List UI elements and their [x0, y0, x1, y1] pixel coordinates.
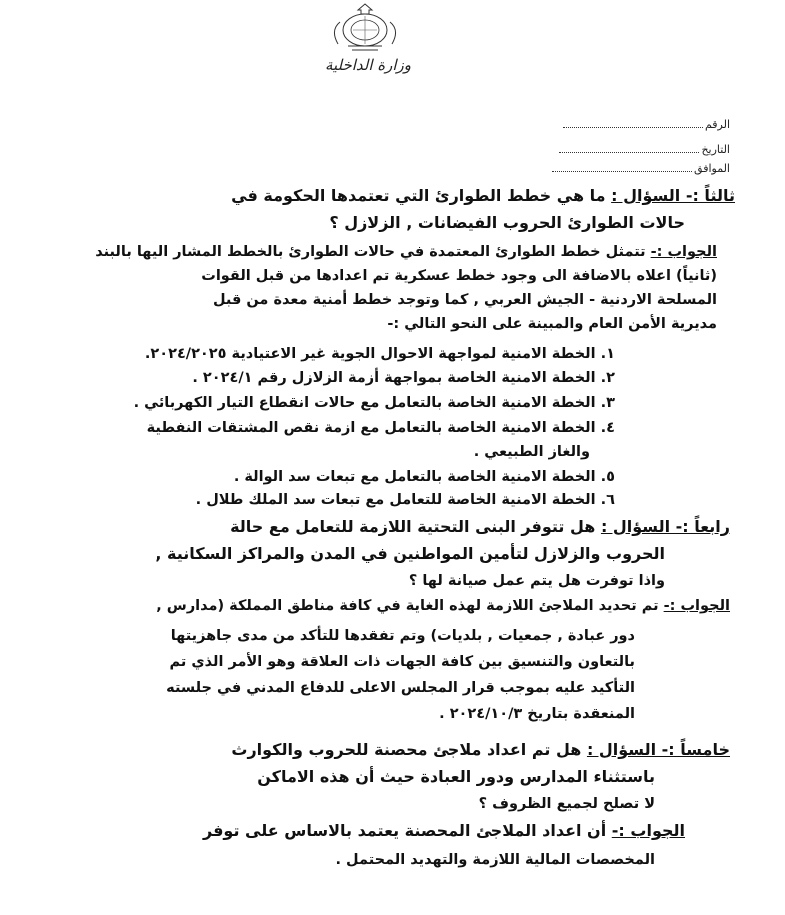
q5-line-3: لا تصلح لجميع الظروف ؟	[478, 796, 655, 812]
q3-answer-line-3: المسلحة الاردنية - الجيش العربي , كما وتوجد خطط أمنية معدة من قبل	[212, 292, 717, 308]
date-field	[530, 143, 730, 156]
list-item: ٦. الخطة الامنية الخاصة للتعامل مع تبعات سد الملك طلال .	[195, 492, 615, 508]
corresponding-date-field	[530, 162, 730, 175]
list-item: ١. الخطة الامنية لمواجهة الاحوال الجوية غير الاعتيادية ٢٠٢٤/٢٠٢٥.	[144, 346, 615, 362]
q4-line-3: واذا توفرت هل يتم عمل صيانة لها ؟	[408, 573, 665, 589]
list-item: ٢. الخطة الامنية الخاصة بمواجهة أزمة الزلازل رقم ٢٠٢٤/١ .	[192, 370, 615, 386]
q3-line-1: ما هي خطط الطوارئ التي تعتمدها الحكومة في	[231, 186, 606, 205]
q3-question	[231, 186, 735, 206]
q3-label: ثالثاً :- السؤال :	[611, 186, 735, 205]
reference-field	[530, 118, 730, 131]
q5-answer-label: الجواب :-	[611, 821, 685, 840]
q3-answer-label: الجواب :-	[650, 244, 717, 260]
q4-answer-line-4: التأكيد عليه بموجب قرار المجلس الاعلى للدفاع المدني في جلسته	[166, 680, 635, 696]
list-item: ٤. الخطة الامنية الخاصة بالتعامل مع ازمة نقص المشتقات النفطية	[146, 420, 615, 436]
q5-line-2: باستثناء المدارس ودور العبادة حيث أن هذه الاماكن	[257, 767, 655, 786]
q4-label: رابعاً :- السؤال :	[600, 517, 730, 536]
q5-line-1: هل تم اعداد ملاجئ محصنة للحروب والكوارث	[231, 740, 582, 759]
q3-answer-line-2: (ثانياً) اعلاه بالاضافة الى وجود خطط عسكرية تم اعدادها من قبل القوات	[201, 268, 717, 284]
q3-answer-line-1: الجواب :- تتمثل خطط الطوارئ المعتمدة في حالات الطوارئ بالخطط المشار اليها بالبند	[95, 244, 717, 260]
q4-answer-line-5: المنعقدة بتاريخ ٢٠٢٤/١٠/٣ .	[439, 706, 635, 722]
date-label: التاريخ	[701, 143, 730, 156]
ministry-name: وزارة الداخلية	[324, 56, 412, 74]
q3-line-2: حالات الطوارئ الحروب الفيضانات , الزلازل ؟	[329, 213, 685, 232]
q4-answer-label: الجواب :-	[663, 598, 730, 614]
coat-of-arms-emblem	[320, 0, 410, 58]
q4-answer-line-3: بالتعاون والتنسيق بين كافة الجهات ذات العلاقة وهو الأمر الذي تم	[169, 654, 635, 670]
list-item: ٣. الخطة الامنية الخاصة بالتعامل مع حالات انقطاع التيار الكهربائي .	[133, 395, 615, 411]
q4-line-1: هل تتوفر البنى التحتية اللازمة للتعامل مع حالة	[230, 517, 596, 536]
q5-question	[231, 740, 730, 760]
q4-question	[230, 517, 730, 537]
corresponding-label: الموافق	[694, 162, 730, 175]
list-item: ٥. الخطة الامنية الخاصة بالتعامل مع تبعات سد الوالة .	[233, 469, 615, 485]
q3-answer-line-4: مديرية الأمن العام والمبينة على النحو التالي :-	[387, 316, 717, 332]
q5-label: خامساً :- السؤال :	[586, 740, 730, 759]
reference-label: الرقم	[704, 118, 730, 131]
q4-line-2: الحروب والزلازل لتأمين المواطنين في المدن والمراكز السكانية ,	[155, 544, 665, 563]
list-item-continuation: والغاز الطبيعي .	[473, 444, 590, 460]
q4-answer-line-1: الجواب :- تم تحديد الملاجئ اللازمة لهذه الغاية في كافة مناطق المملكة (مدارس ,	[156, 598, 730, 614]
q5-answer-line-1: الجواب :- أن اعداد الملاجئ المحصنة يعتمد بالاساس على توفر	[202, 821, 685, 840]
q5-answer-line-2: المخصصات المالية اللازمة والتهديد المحتمل .	[335, 852, 655, 868]
q4-answer-line-2: دور عبادة , جمعيات , بلديات) وتم تفقدها للتأكد من مدى جاهزيتها	[170, 628, 635, 644]
